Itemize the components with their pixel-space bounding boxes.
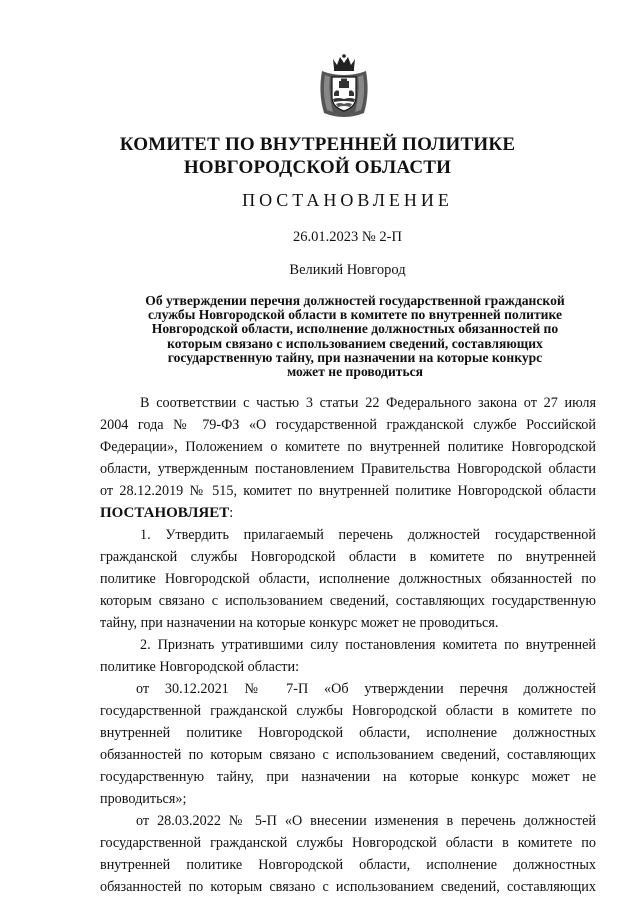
decree-word: ПОСТАНОВЛЯЕТ — [100, 505, 230, 521]
body-line: которым связано с использованием сведений, составляющих государственную — [100, 593, 596, 609]
subject-line: государственную тайну, при назначении на которые конкурс — [167, 349, 543, 365]
decree-line — [100, 503, 233, 523]
body-line: внутренней политике Новгородской области, исполнение должностных — [100, 725, 596, 741]
subject-line: Об утверждении перечня должностей государственной гражданской — [145, 293, 565, 308]
body-line: государственную тайну, при назначении на которые конкурс может не — [100, 769, 596, 785]
body-line: 1. Утвердить прилагаемый перечень должностей государственной — [140, 527, 596, 543]
body-line: области, утвержденным постановлением Правительства Новгородской области — [100, 461, 596, 477]
subject-line: Новгородской области, исполнение должностных обязанностей по — [151, 321, 559, 337]
subject-line: которым связано с использованием сведений, составляющих — [167, 335, 543, 351]
body-line: обязанностей по которым связано с использованием сведений, составляющих — [100, 879, 596, 895]
body-line: 2004 года № 79-ФЗ «О государственной гражданской службе Российской — [100, 417, 596, 433]
body-line: от 28.03.2022 № 5-П «О внесении изменения в перечень должностей — [136, 813, 596, 829]
body-line: внутренней политике Новгородской области, исполнение должностных — [100, 857, 596, 873]
subject-line: может не проводиться — [286, 364, 424, 380]
committee-name-line2: НОВГОРОДСКОЙ ОБЛАСТИ — [183, 157, 452, 178]
document-subject — [110, 294, 600, 379]
committee-name-line1: КОМИТЕТ ПО ВНУТРЕННЕЙ ПОЛИТИКЕ — [119, 134, 516, 155]
subject-line: службы Новгородской области в комитете по внутренней политике — [147, 307, 563, 323]
body-line: проводиться»; — [100, 791, 187, 807]
novgorod-coat-of-arms-icon — [316, 53, 372, 119]
body-line: В соответствии с частью 3 статьи 22 Федерального закона от 27 июля — [140, 395, 596, 411]
city: Великий Новгород — [289, 262, 406, 278]
body-line: государственной гражданской службы Новгородской области в комитете по — [100, 835, 596, 851]
document-type: ПОСТАНОВЛЕНИЕ — [242, 190, 453, 210]
body-line: гражданской службы Новгородской области в комитете по внутренней — [100, 549, 596, 565]
body-line: обязанностей по которым связано с использованием сведений, составляющих — [100, 747, 596, 763]
body-line: 2. Признать утратившими силу постановления комитета по внутренней — [140, 637, 596, 653]
date-and-number: 26.01.2023 № 2-П — [293, 229, 402, 245]
body-line: от 30.12.2021 № 7-П «Об утверждении перечня должностей — [136, 681, 596, 697]
body-line: политике Новгородской области, исполнение должностных обязанностей по — [100, 571, 596, 587]
body-line: Федерации», Положением о комитете по внутренней политике Новгородской — [100, 439, 596, 455]
body-line: от 28.12.2019 № 515, комитет по внутренней политике Новгородской области — [100, 483, 596, 499]
decree-colon: : — [229, 505, 234, 521]
body-line: тайну, при назначении на которые конкурс может не проводиться. — [100, 615, 499, 631]
body-line: государственной гражданской службы Новгородской области в комитете по — [100, 703, 596, 719]
body-line: политике Новгородской области: — [100, 659, 300, 675]
